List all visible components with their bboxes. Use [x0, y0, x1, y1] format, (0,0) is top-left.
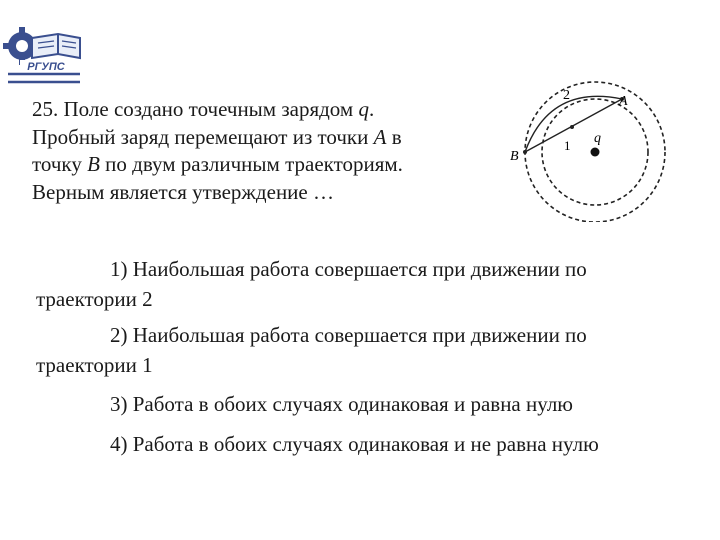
question-line-1-end: . — [368, 97, 375, 121]
question-line-1-text: 25. Поле создано точечным зарядом — [32, 97, 359, 121]
label-a: A — [619, 94, 628, 109]
question-line-2 — [32, 124, 502, 152]
question-line-3-end: по двум различным траекториям. — [99, 152, 403, 176]
field-diagram — [500, 72, 670, 222]
university-logo — [2, 22, 90, 88]
answer-2-line-1: 2) Наибольшая работа совершается при движении по — [110, 323, 587, 347]
answer-2-line-2: траектории 1 — [36, 353, 153, 377]
question-line-3-text: точку — [32, 152, 88, 176]
answer-option-2 — [36, 320, 587, 380]
point-b — [523, 150, 527, 154]
answer-4-text: 4) Работа в обоих случаях одинаковая и не равна нулю — [110, 432, 599, 456]
answer-1-line-1: 1) Наибольшая работа совершается при движении по — [110, 257, 587, 281]
label-b: B — [510, 149, 519, 164]
label-1: 1 — [564, 138, 571, 153]
question-line-2-end: в — [386, 124, 402, 149]
rail-icon — [8, 74, 80, 82]
question-text — [32, 96, 502, 206]
question-line-3 — [32, 151, 502, 179]
answer-option-4 — [36, 429, 599, 459]
point-a-variable: A — [373, 124, 387, 149]
answer-option-3 — [36, 389, 573, 419]
open-book-icon — [32, 34, 80, 58]
charge-q — [591, 148, 600, 157]
label-2: 2 — [563, 88, 570, 103]
charge-variable: q — [358, 97, 369, 121]
answer-3-text: 3) Работа в обоих случаях одинаковая и равна нулю — [110, 392, 573, 416]
question-line-2-text: Пробный заряд перемещают из точки — [32, 124, 374, 149]
answer-1-line-2: траектории 2 — [36, 287, 153, 311]
logo-text: РГУПС — [27, 61, 65, 73]
question-line-1 — [32, 96, 502, 124]
question-line-4: Верным является утверждение … — [32, 179, 334, 204]
point-b-variable: B — [87, 152, 100, 176]
point-mid — [570, 125, 574, 129]
label-q: q — [594, 131, 601, 146]
answer-option-1 — [36, 254, 587, 314]
